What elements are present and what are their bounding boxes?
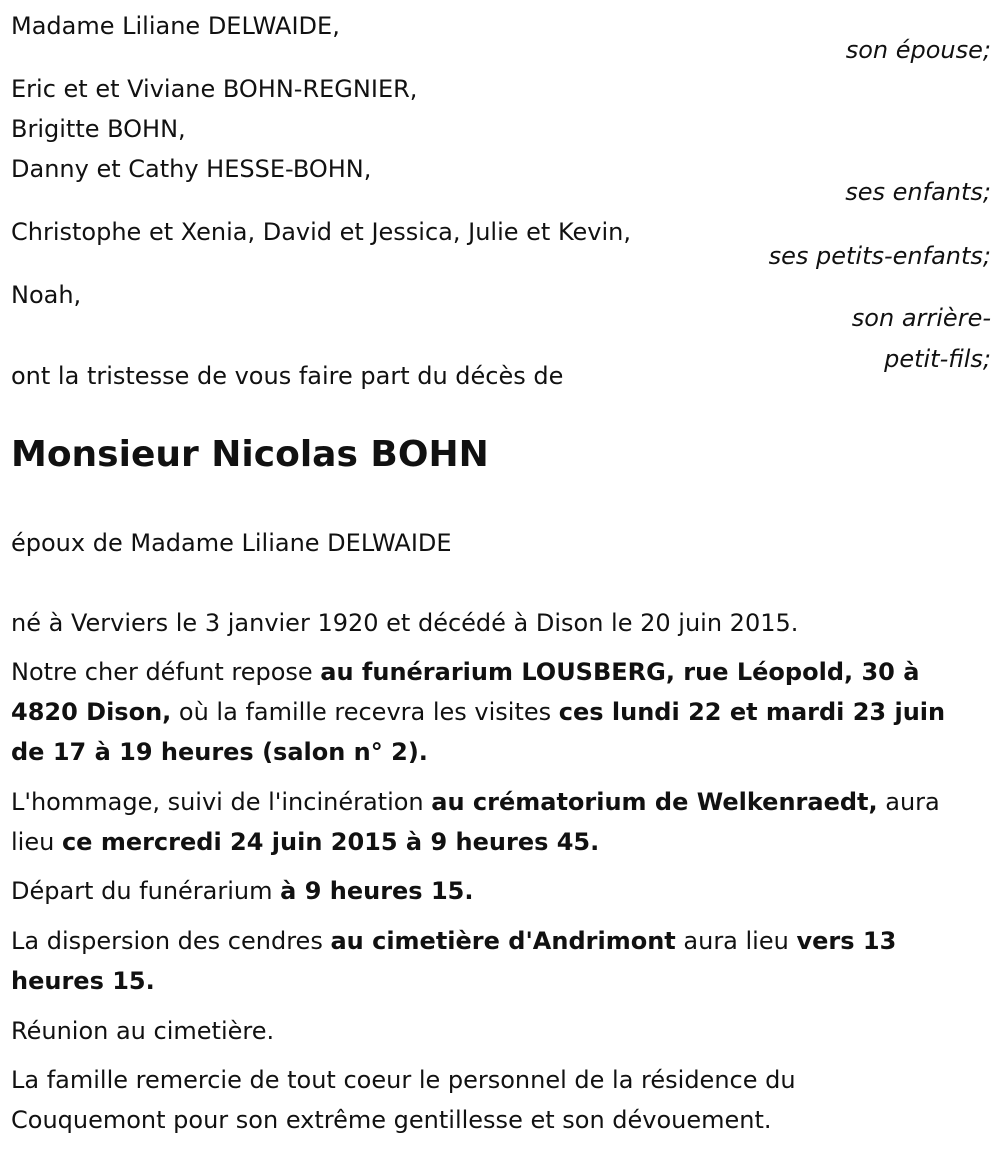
greatgrandchild-role-1: son arrière- (851, 304, 991, 332)
announcement-intro: ont la tristesse de vous faire part du décès de (11, 362, 564, 390)
depart-paragraph (11, 871, 986, 911)
spouse-of-line: époux de Madame Liliane DELWAIDE (11, 529, 452, 557)
reunion-line: Réunion au cimetière. (11, 1017, 275, 1045)
children-role: ses enfants; (845, 178, 991, 206)
child-line-3: Danny et Cathy HESSE-BOHN, (11, 155, 372, 183)
greatgrandchild-role-2: petit-fils; (884, 345, 991, 373)
dispersion-paragraph (11, 921, 986, 1001)
hommage-text-1: L'hommage, suivi de l'incinération (11, 788, 432, 816)
dispersion-text-2: aura lieu (675, 927, 797, 955)
birth-death-line: né à Verviers le 3 janvier 1920 et décédé à Dison le 20 juin 2015. (11, 609, 799, 637)
depart-time: à 9 heures 15. (280, 877, 474, 905)
spouse-line: Madame Liliane DELWAIDE, (11, 12, 340, 40)
dispersion-time: vers 13 heures 15. (11, 927, 897, 995)
hommage-datetime: ce mercredi 24 juin 2015 à 9 heures 45. (61, 828, 600, 856)
hommage-text-2: aura lieu (11, 788, 940, 856)
child-line-1: Eric et et Viviane BOHN-REGNIER, (11, 75, 418, 103)
repose-text-2: où la famille recevra les visites (171, 698, 559, 726)
repose-paragraph (11, 652, 986, 772)
child-line-2: Brigitte BOHN, (11, 115, 186, 143)
cemetery: au cimetière d'Andrimont (330, 927, 676, 955)
depart-text: Départ du funérarium (11, 877, 281, 905)
repose-location: au funérarium LOUSBERG, rue Léopold, 30 à 4820 Dison, (11, 658, 920, 726)
grandchildren-role: ses petits-enfants; (768, 242, 991, 270)
hommage-paragraph (11, 782, 986, 862)
spouse-role: son épouse; (845, 36, 991, 64)
thanks-paragraph: La famille remercie de tout coeur le personnel de la résidence du Couquemont pour son extrême gentillesse et son dévouement. (11, 1066, 796, 1134)
deceased-name: Monsieur Nicolas BOHN (11, 434, 489, 475)
crematorium: au crématorium de Welkenraedt, (431, 788, 878, 816)
greatgrandchild-line: Noah, (11, 281, 82, 309)
dispersion-text-1: La dispersion des cendres (11, 927, 331, 955)
visit-times: ces lundi 22 et mardi 23 juin de 17 à 19 heures (salon n° 2). (11, 698, 946, 766)
grandchildren-line: Christophe et Xenia, David et Jessica, Julie et Kevin, (11, 218, 631, 246)
repose-text-1: Notre cher défunt repose (11, 658, 321, 686)
